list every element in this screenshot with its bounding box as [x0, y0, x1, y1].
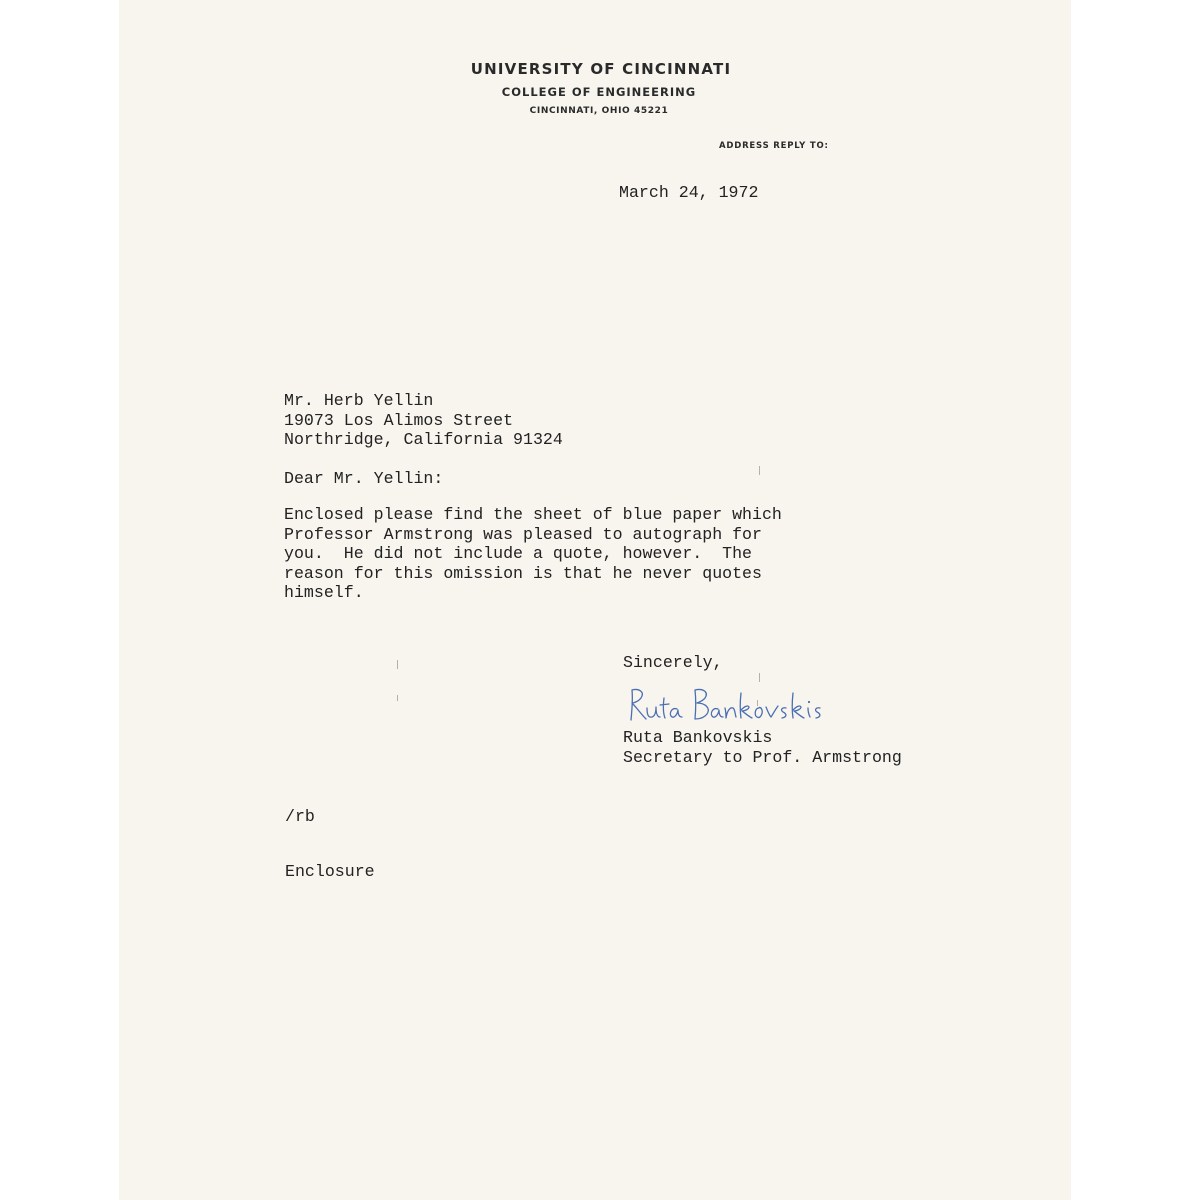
recipient-city: Northridge, California 91324: [284, 430, 563, 449]
paper-speck: [759, 673, 760, 682]
letterhead-college: COLLEGE OF ENGINEERING: [501, 85, 697, 99]
paper-speck: [397, 660, 398, 669]
letterhead-city: CINCINNATI, OHIO 45221: [529, 106, 669, 116]
body-line: himself.: [284, 583, 364, 602]
address-reply-label: ADDRESS REPLY TO:: [719, 141, 829, 151]
typist-initials: /rb: [285, 807, 315, 826]
letter-page: [119, 0, 1071, 1200]
signer-name: Ruta Bankovskis: [623, 728, 773, 747]
enclosure-note: Enclosure: [285, 862, 375, 881]
signer-title: Secretary to Prof. Armstrong: [623, 747, 902, 767]
letter-date: March 24, 1972: [619, 183, 759, 202]
letterhead-university: UNIVERSITY OF CINCINNATI: [470, 60, 732, 78]
letter-body: [284, 505, 782, 603]
recipient-name: Mr. Herb Yellin: [284, 391, 434, 410]
paper-speck: [759, 466, 760, 475]
closing: Sincerely,: [623, 653, 723, 672]
body-line: you. He did not include a quote, however. The: [284, 544, 753, 563]
body-line: Enclosed please find the sheet of blue paper which: [284, 505, 782, 524]
salutation: Dear Mr. Yellin:: [284, 469, 444, 488]
recipient-address: [284, 391, 563, 450]
paper-speck: [397, 695, 398, 701]
body-line: Professor Armstrong was pleased to autograph for: [284, 524, 762, 544]
recipient-street: 19073 Los Alimos Street: [284, 410, 514, 430]
handwritten-signature: [619, 686, 829, 726]
signer-block: [623, 728, 902, 767]
paper-speck: [757, 700, 758, 706]
body-line: reason for this omission is that he never quotes: [284, 563, 762, 583]
